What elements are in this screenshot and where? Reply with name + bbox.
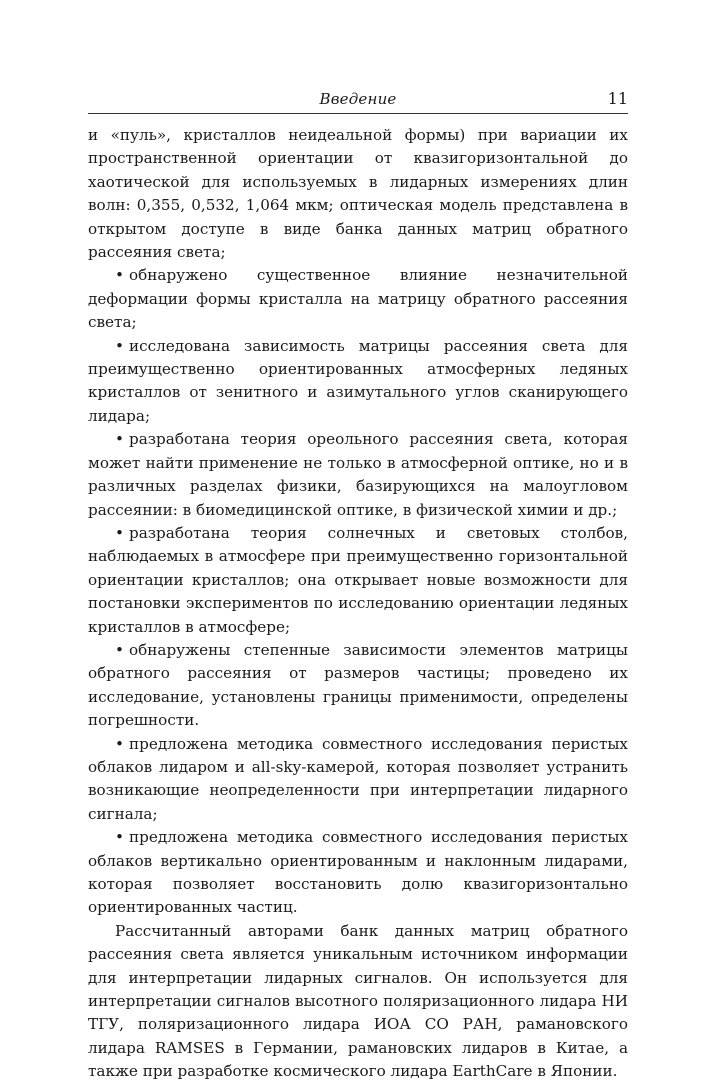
list-item-text: предложена методика совместного исследования перистых облаков вертикально ориентированным и наклонным лидарами, которая позволяет восстановить долю квазигоризонтально ориентированных частиц. xyxy=(88,828,628,917)
list-item-text: разработана теория ореольного рассеяния света, которая может найти применение не только в атмосферной оптике, но и в различных разделах физики, базирующихся на малоугловом рассеянии: в биомедицинской оптике, в физической химии и др.; xyxy=(88,430,628,519)
bullet-icon: • xyxy=(115,266,124,285)
header-rule xyxy=(88,113,628,114)
body-text xyxy=(88,124,628,1084)
list-item-text: обнаружено существенное влияние незначительной деформации формы кристалла на матрицу обратного рассеяния света; xyxy=(88,266,628,332)
list-item xyxy=(88,264,628,334)
bullet-icon: • xyxy=(115,640,124,659)
paragraph-text: и «пуль», кристаллов неидеальной формы) при вариации их пространственной ориентации от квазигоризонтальной до хаотической для используемых в лидарных измерениях длин волн: 0,355, 0,532, 1,064 мкм; оптическая модель представлена в открытом доступе в виде банка данных матриц обратного рассеяния света; xyxy=(88,126,628,262)
bullet-icon: • xyxy=(115,734,124,753)
list-item xyxy=(88,733,628,827)
list-item-text: исследована зависимость матрицы рассеяния света для преимущественно ориентированных атмосферных ледяных кристаллов от зенитного и азимутального углов сканирующего лидара; xyxy=(88,336,628,425)
list-item xyxy=(88,522,628,639)
page-number: 11 xyxy=(607,89,628,108)
running-title: Введение xyxy=(319,90,397,108)
bullet-icon: • xyxy=(115,828,124,847)
bullet-icon: • xyxy=(115,523,124,542)
paragraph xyxy=(88,920,628,1084)
list-item xyxy=(88,639,628,733)
paragraph-continuation xyxy=(88,124,628,264)
running-head xyxy=(88,88,628,114)
bullet-icon: • xyxy=(115,336,124,355)
list-item xyxy=(88,826,628,920)
list-item xyxy=(88,428,628,522)
bullet-icon: • xyxy=(115,430,124,449)
list-item-text: обнаружены степенные зависимости элементов матрицы обратного рассеяния от размеров частицы; проведено их исследование, установлены границы применимости, определены погрешности. xyxy=(88,640,628,730)
list-item-text: предложена методика совместного исследования перистых облаков лидаром и all-sky-камерой, которая позволяет устранить возникающие неопределенности при интерпретации лидарного сигнала; xyxy=(88,734,628,823)
list-item xyxy=(88,335,628,429)
list-item-text: разработана теория солнечных и световых столбов, наблюдаемых в атмосфере при преимущественно горизонтальной ориентации кристаллов; она открывает новые возможности для постановки экспериментов по исследованию ориентации ледяных кристаллов в атмосфере; xyxy=(88,523,628,636)
paragraph-text: Рассчитанный авторами банк данных матриц обратного рассеяния света является уникальным источником информации для интерпретации лидарных сигналов. Он используется для интерпретации сигналов высотного поляризационного лидара НИ ТГУ, поляризационного лидара ИОА СО РАН, рамановского лидара RAMSES в Германии, рамановских лидаров в Китае, а также при разработке космического лидара EarthCare в Японии. xyxy=(88,921,628,1081)
